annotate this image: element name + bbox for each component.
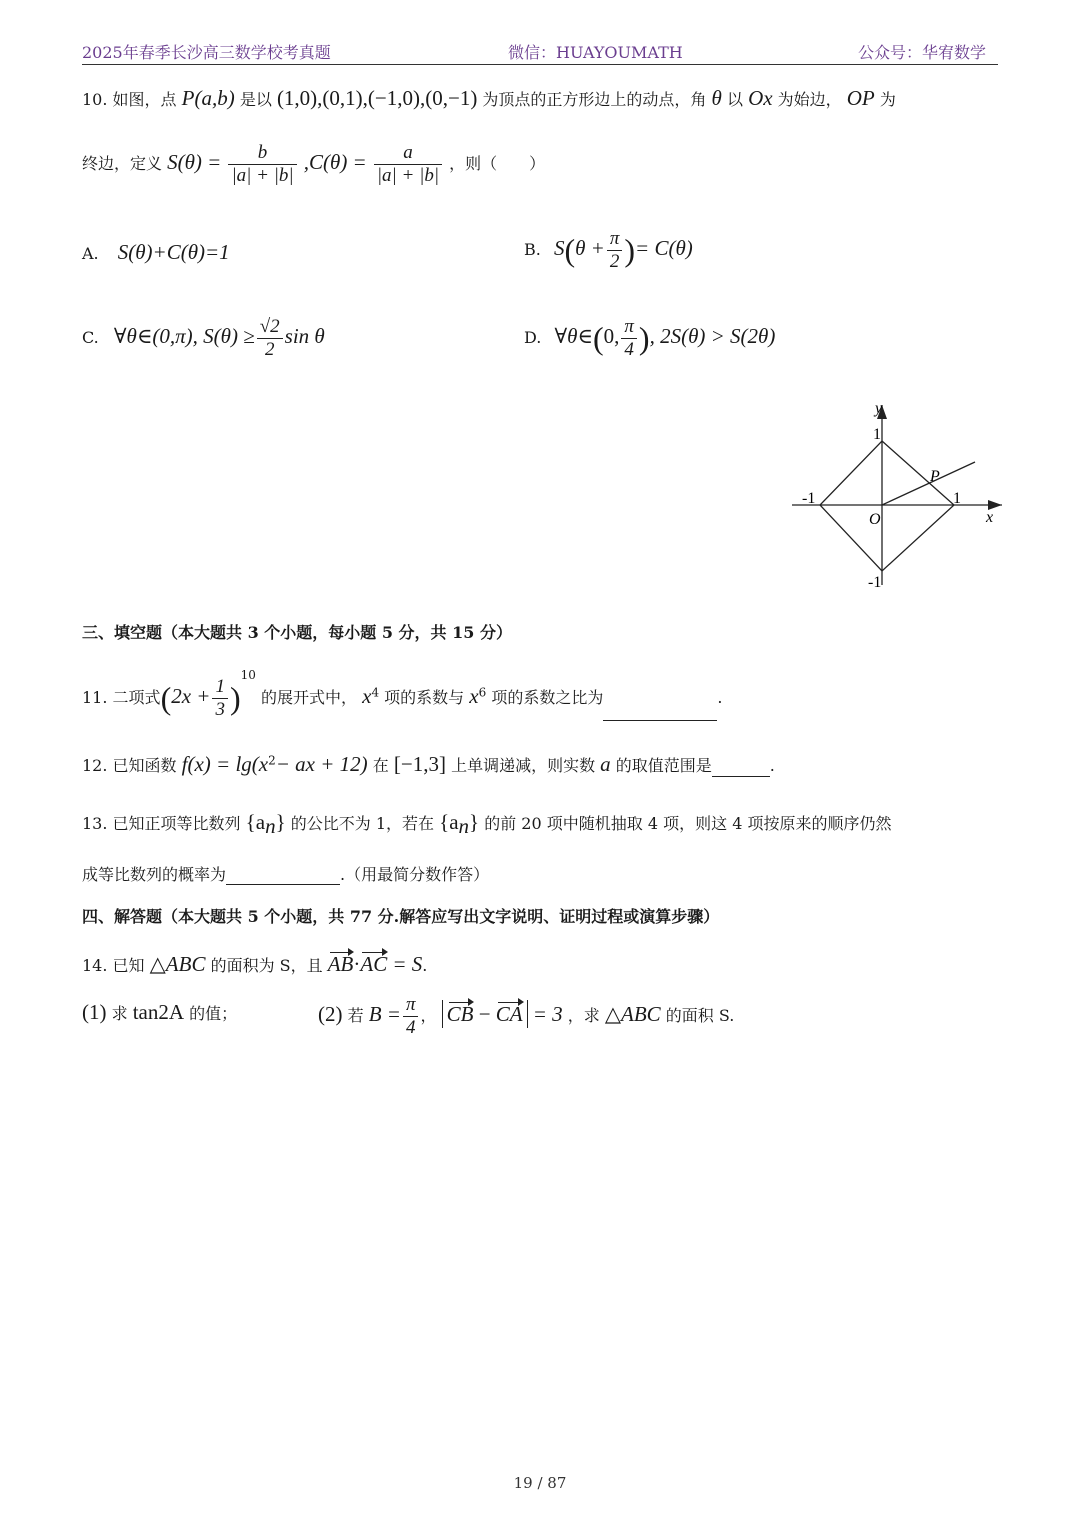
q10-text: 为始边， [777,90,842,109]
q14-line1 [82,952,427,977]
q14-triangle: △ABC [149,952,206,976]
q12-a: a [600,752,611,776]
part1-end: 的值； [189,1004,238,1023]
y-label: y [875,400,883,417]
frac-numerator: π [607,228,623,251]
q13-text: .（用最简分数作答） [340,865,490,884]
q12-text: 上单调递减，则实数 [451,756,596,775]
q10-text: 如图，点 [112,90,177,109]
part2-text: 若 [347,1006,364,1025]
q10-text: 以 [726,90,743,109]
q10-vertices: (1,0),(0,1),(−1,0),(0,−1) [276,86,478,110]
q13-text: 的前 20 项中随机抽取 4 项，则这 4 项按原来的顺序仍然 [484,814,892,833]
q11-text: 项的系数之比为 [491,688,604,707]
q11-frac [212,676,228,721]
q13-text: 成等比数列的概率为 [82,865,227,884]
q12-text: 的取值范围是 [615,756,712,775]
header-wechat: 微信：HUAYOUMATH [508,43,683,62]
q14-end: . [422,956,428,975]
option-label: A. [82,244,99,263]
option-c-post: sin θ [284,324,325,348]
option-d-inner: 0, [603,324,620,348]
q11-x6: x [469,684,479,708]
q11-text: 的展开式中， [261,688,358,707]
q10-number: 10. [82,90,108,109]
q11-end: . [717,688,723,707]
q14-number: 14. [82,956,108,975]
part1-label: (1) [82,1000,107,1024]
frac-numerator: π [621,316,637,339]
square-diagram [780,395,1010,595]
q14-part2 [318,994,734,1039]
q11-expr: 2x + [171,684,211,708]
part2-comma: ， [420,1006,437,1025]
q10-theta: θ [711,86,722,110]
q12-interval: [−1,3] [393,752,446,776]
part2-abs [442,1000,528,1028]
option-b-s: S [553,236,565,260]
frac-numerator: 1 [212,676,228,699]
part2-vector-ca: CA [495,1002,523,1026]
part2-text: ，求 [567,1006,600,1025]
q10-def-c: ,C(θ) = [303,150,367,174]
option-d-post: , 2S(θ) > S(2θ) [649,324,776,348]
part2-frac [403,994,419,1039]
q11-text: 二项式 [112,688,161,707]
q12 [82,752,775,777]
option-a-expr: S(θ)+C(θ)=1 [117,240,230,264]
q12-number: 12. [82,756,108,775]
q14-text: 已知 [112,956,145,975]
q11: 11. 二项式(2x + $\frac{1}{3}$ )$^{10}$ 的展开式中， $x^4$ 项的系数与 $x^6$ 项的系数之比为 . [82,668,723,720]
q10-text: 为顶点的正方形边上的动点，角 [482,90,707,109]
p-label: P [930,468,940,485]
q13-line2 [82,862,489,885]
q10-line2 [82,142,545,187]
q10-text: ，则（ ） [449,154,546,173]
q14-eq: = S [392,952,423,976]
q12-func: f(x) = lg(x [181,752,269,776]
header-left-title: 2025年春季长沙高三数学校考真题 [82,43,331,62]
answer-blank[interactable] [603,702,717,721]
q13-seq: {a [439,810,459,834]
q10-def-s: S(θ) = [167,150,222,174]
option-b-inner: θ + [575,236,605,260]
q10-line1 [82,86,896,111]
q10-op: OP [846,86,875,110]
q12-text: 在 [372,756,389,775]
option-label: D. [524,328,542,347]
part2-label: (2) [318,1002,343,1026]
q10-text: 终边，定义 [82,154,163,173]
part2-end: 的面积 S. [665,1006,735,1025]
option-c-pre: ∀θ∈(0,π), S(θ) ≥ [113,324,255,348]
part1-expr: tan2A [132,1000,185,1024]
q11-sup6: 6 [478,685,487,700]
frac-denominator: 2 [264,339,275,360]
frac-denominator: 4 [405,1017,416,1038]
q14-vector-ab: AB [327,952,354,976]
frac-numerator: π [403,994,419,1017]
frac-denominator: 2 [609,251,620,272]
header-official-account: 公众号：华宥数学 [857,43,986,62]
q10-text: 为 [879,90,896,109]
q14-vector-ac: AC [360,952,388,976]
q11-sup4: 4 [371,685,380,700]
q13-seq-end: } [469,810,480,834]
option-label: B. [524,240,541,259]
part1-text: 求 [111,1004,128,1023]
q13-text: 的公比不为 1，若在 [290,814,435,833]
option-d-frac [621,316,637,361]
q10-frac-s [228,142,296,187]
answer-blank[interactable] [712,758,770,777]
q12-func2: − ax + 12) [275,752,368,776]
q10-option-b: B. S(θ + $\frac{\pi}{2}$ )= C(θ) [524,228,693,272]
option-d-pre: ∀θ∈ [554,324,593,348]
q11-number: 11. [82,688,108,707]
frac-numerator: a [374,142,442,165]
q13-sub: n [458,814,470,839]
q14-part1 [82,1000,237,1025]
page-header [82,38,998,65]
option-b-frac [607,228,623,273]
page-number: 19 / 87 [513,1474,567,1492]
q10-frac-c [374,142,442,187]
frac-denominator: |a| + |b| [231,165,294,186]
q13-sub: n [265,814,276,839]
part2-eq: = 3 [532,1002,563,1026]
q11-text: 项的系数与 [384,688,465,707]
q12-end: . [769,756,775,775]
ray-op [882,462,975,505]
q10-text: 是以 [239,90,272,109]
origin-label: O [869,511,881,528]
tick-top: 1 [873,426,881,443]
option-c-frac [257,316,283,361]
frac-denominator: 3 [215,699,225,720]
q11-power: 10 [240,668,256,682]
section3-title: 三、填空题（本大题共 3 个小题，每小题 5 分，共 15 分） [82,623,512,642]
option-label: C. [82,328,99,347]
frac-denominator: 4 [624,339,634,360]
part2-b: B = [368,1002,401,1026]
q10-option-d: D. ∀θ∈(0, $\frac{\pi}{4}$ ), 2S(θ) > S(2θ) [524,316,776,360]
answer-blank[interactable] [226,866,340,885]
q10-ox: Ox [748,86,773,110]
section4-title: 四、解答题（本大题共 5 个小题，共 77 分.解答应写出文字说明、证明过程或演算步骤） [82,907,720,926]
q10-point: P(a,b) [181,86,235,110]
q14-text: 的面积为 S，且 [210,956,323,975]
option-b-post: = C(θ) [635,236,693,260]
q14-dot: · [353,952,361,976]
q13-number: 13. [82,814,108,833]
part2-vector-cb: CB [446,1002,474,1026]
tick-right: 1 [953,490,961,507]
q12-text: 已知函数 [112,756,177,775]
q10-option-c [82,316,325,361]
q13-seq-end: } [275,810,286,834]
x-label: x [986,509,994,526]
square [820,441,954,571]
frac-numerator: b [228,142,296,165]
part2-minus: − [478,1002,491,1026]
q13-text: 已知正项等比数列 [112,814,241,833]
tick-bottom: -1 [868,574,882,591]
frac-numerator: √2 [257,316,283,339]
frac-denominator: |a| + |b| [376,165,440,186]
q10-option-a [82,240,230,265]
part2-triangle: △ABC [604,1002,661,1026]
q11-x4: x [362,684,372,708]
q12-sup2: 2 [268,753,276,768]
q13-seq: {a [245,810,266,834]
tick-left: -1 [802,490,816,507]
q13-line1 [82,810,891,839]
